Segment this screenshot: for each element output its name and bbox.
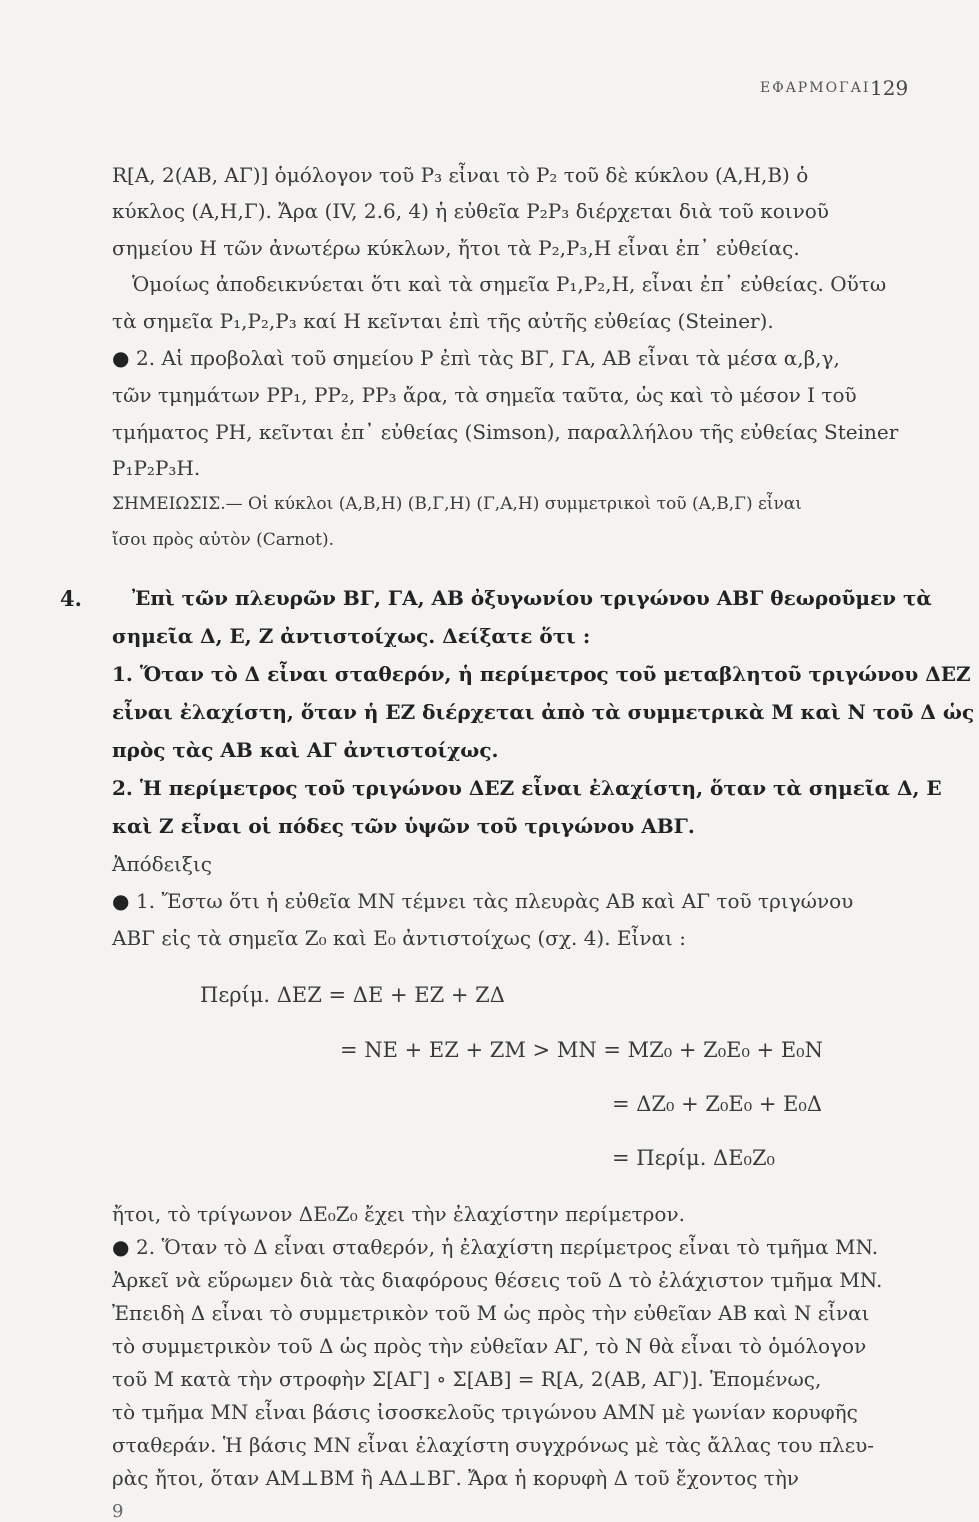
text-line: κύκλος (A,H,Γ). Ἄρα (IV, 2.6, 4) ἡ εὐθεῖα P₂P₃ διέρχεται διὰ τοῦ κοινοῦ — [112, 199, 829, 223]
text-line: τῶν τμημάτων PP₁, PP₂, PP₃ ἄρα, τὰ σημεῖα ταῦτα, ὡς καὶ τὸ μέσον I τοῦ — [112, 383, 857, 407]
page-number: 129 — [870, 76, 909, 100]
equation-line: = Περίμ. ΔE₀Z₀ — [612, 1146, 775, 1170]
equation-line: Περίμ. ΔEZ = ΔE + EZ + ZΔ — [200, 983, 505, 1007]
exercise-line: σημεῖα Δ, E, Z ἀντιστοίχως. Δείξατε ὅτι : — [112, 624, 591, 648]
text-line: P₁P₂P₃H. — [112, 456, 201, 480]
exercise-line: Ἐπὶ τῶν πλευρῶν BΓ, ΓA, AB ὀξυγωνίου τριγώνου ABΓ θεωροῦμεν τὰ — [132, 586, 932, 610]
exercise-line: εἶναι ἐλαχίστη, ὅταν ἡ EZ διέρχεται ἀπὸ τὰ συμμετρικὰ M καὶ N τοῦ Δ ὡς — [112, 700, 975, 724]
text-line: 2. Ὅταν τὸ Δ εἶναι σταθερόν, ἡ ἐλαχίστη περίμετρος εἶναι τὸ τμῆμα MN. — [136, 1235, 879, 1259]
exercise-line: 1. Ὅταν τὸ Δ εἶναι σταθερόν, ἡ περίμετρος τοῦ μεταβλητοῦ τριγώνου ΔEZ — [112, 662, 971, 686]
text-line: Ἐπειδὴ Δ εἶναι τὸ συμμετρικὸν τοῦ M ὡς πρὸς τὴν εὐθεῖαν AB καὶ N εἶναι — [112, 1301, 870, 1325]
note-line: ἴσοι πρὸς αὐτὸν (Carnot). — [112, 530, 335, 550]
exercise-line: 2. Ἡ περίμετρος τοῦ τριγώνου ΔEZ εἶναι ἐλαχίστη, ὅταν τὰ σημεῖα Δ, E — [112, 776, 942, 800]
equation-line: = ΔZ₀ + Z₀E₀ + E₀Δ — [612, 1092, 823, 1116]
text-line: Ἀρκεῖ νὰ εὕρωμεν διὰ τὰς διαφόρους θέσεις τοῦ Δ τὸ ἐλάχιστον τμῆμα MN. — [112, 1268, 883, 1292]
exercise-line: καὶ Z εἶναι οἱ πόδες τῶν ὑψῶν τοῦ τριγώνου ABΓ. — [112, 814, 695, 838]
exercise-line: πρὸς τὰς AB καὶ AΓ ἀντιστοίχως. — [112, 738, 499, 762]
bullet-icon: ● — [112, 346, 130, 370]
text-line: R[A, 2(AB, AΓ)] ὁμόλογον τοῦ P₃ εἶναι τὸ P₂ τοῦ δὲ κύκλου (A,H,B) ὁ — [112, 163, 809, 187]
text-line: 2. Αἱ προβολαὶ τοῦ σημείου P ἐπὶ τὰς BΓ, ΓA, AB εἶναι τὰ μέσα α,β,γ, — [136, 346, 840, 370]
bullet-icon: ● — [112, 1235, 130, 1259]
text-line: τὸ συμμετρικὸν τοῦ Δ ὡς πρὸς τὴν εὐθεῖαν AΓ, τὸ N θὰ εἶναι τὸ ὁμόλογον — [112, 1334, 867, 1358]
bullet-icon: ● — [112, 889, 130, 913]
text-line: σημείου H τῶν ἀνωτέρω κύκλων, ἤτοι τὰ P₂,P₃,H εἶναι ἐπ᾽ εὐθείας. — [112, 236, 800, 260]
text-line: σταθεράν. Ἡ βάσις MN εἶναι ἐλαχίστη συγχρόνως μὲ τὰς ἄλλας του πλευ- — [112, 1433, 874, 1457]
text-line: τὸ τμῆμα MN εἶναι βάσις ἰσοσκελοῦς τριγώνου AMN μὲ γωνίαν κορυφῆς — [112, 1400, 858, 1424]
text-line: 1. Ἔστω ὅτι ἡ εὐθεῖα MN τέμνει τὰς πλευρὰς AB καὶ AΓ τοῦ τριγώνου — [136, 889, 854, 913]
text-line: ρὰς ἤτοι, ὅταν AM⊥BM ἢ AΔ⊥BΓ. Ἄρα ἡ κορυφὴ Δ τοῦ ἔχοντος τὴν — [112, 1466, 799, 1490]
note-line: ΣΗΜΕΙΩΣΙΣ.— Οἱ κύκλοι (A,B,H) (B,Γ,H) (Γ,A,H) συμμετρικοὶ τοῦ (A,B,Γ) εἶναι — [112, 494, 802, 514]
signature-mark: 9 — [112, 1501, 124, 1522]
text-line: τοῦ M κατὰ τὴν στροφὴν Σ[AΓ] ∘ Σ[AB] = R[A, 2(AB, AΓ)]. Ἑπομένως, — [112, 1367, 822, 1391]
exercise-number: 4. — [60, 586, 82, 611]
text-line: ABΓ εἰς τὰ σημεῖα Z₀ καὶ E₀ ἀντιστοίχως (σχ. 4). Εἶναι : — [112, 926, 686, 950]
proof-heading: Ἀπόδειξις — [112, 852, 212, 876]
running-header: ΕΦΑΡΜΟΓΑΙ — [760, 80, 871, 96]
text-line: τὰ σημεῖα P₁,P₂,P₃ καί H κεῖνται ἐπὶ τῆς αὐτῆς εὐθείας (Steiner). — [112, 309, 774, 333]
text-line: τμήματος PH, κεῖνται ἐπ᾽ εὐθείας (Simson), παραλλήλου τῆς εὐθείας Steiner — [112, 420, 899, 444]
text-line: Ὁμοίως ἀποδεικνύεται ὅτι καὶ τὰ σημεῖα P₁,P₂,H, εἶναι ἐπ᾽ εὐθείας. Οὕτω — [132, 272, 887, 296]
text-line: ἤτοι, τὸ τρίγωνον ΔE₀Z₀ ἔχει τὴν ἐλαχίστην περίμετρον. — [112, 1202, 685, 1226]
equation-line: = NE + EZ + ZM > MN = MZ₀ + Z₀E₀ + E₀N — [340, 1038, 823, 1062]
